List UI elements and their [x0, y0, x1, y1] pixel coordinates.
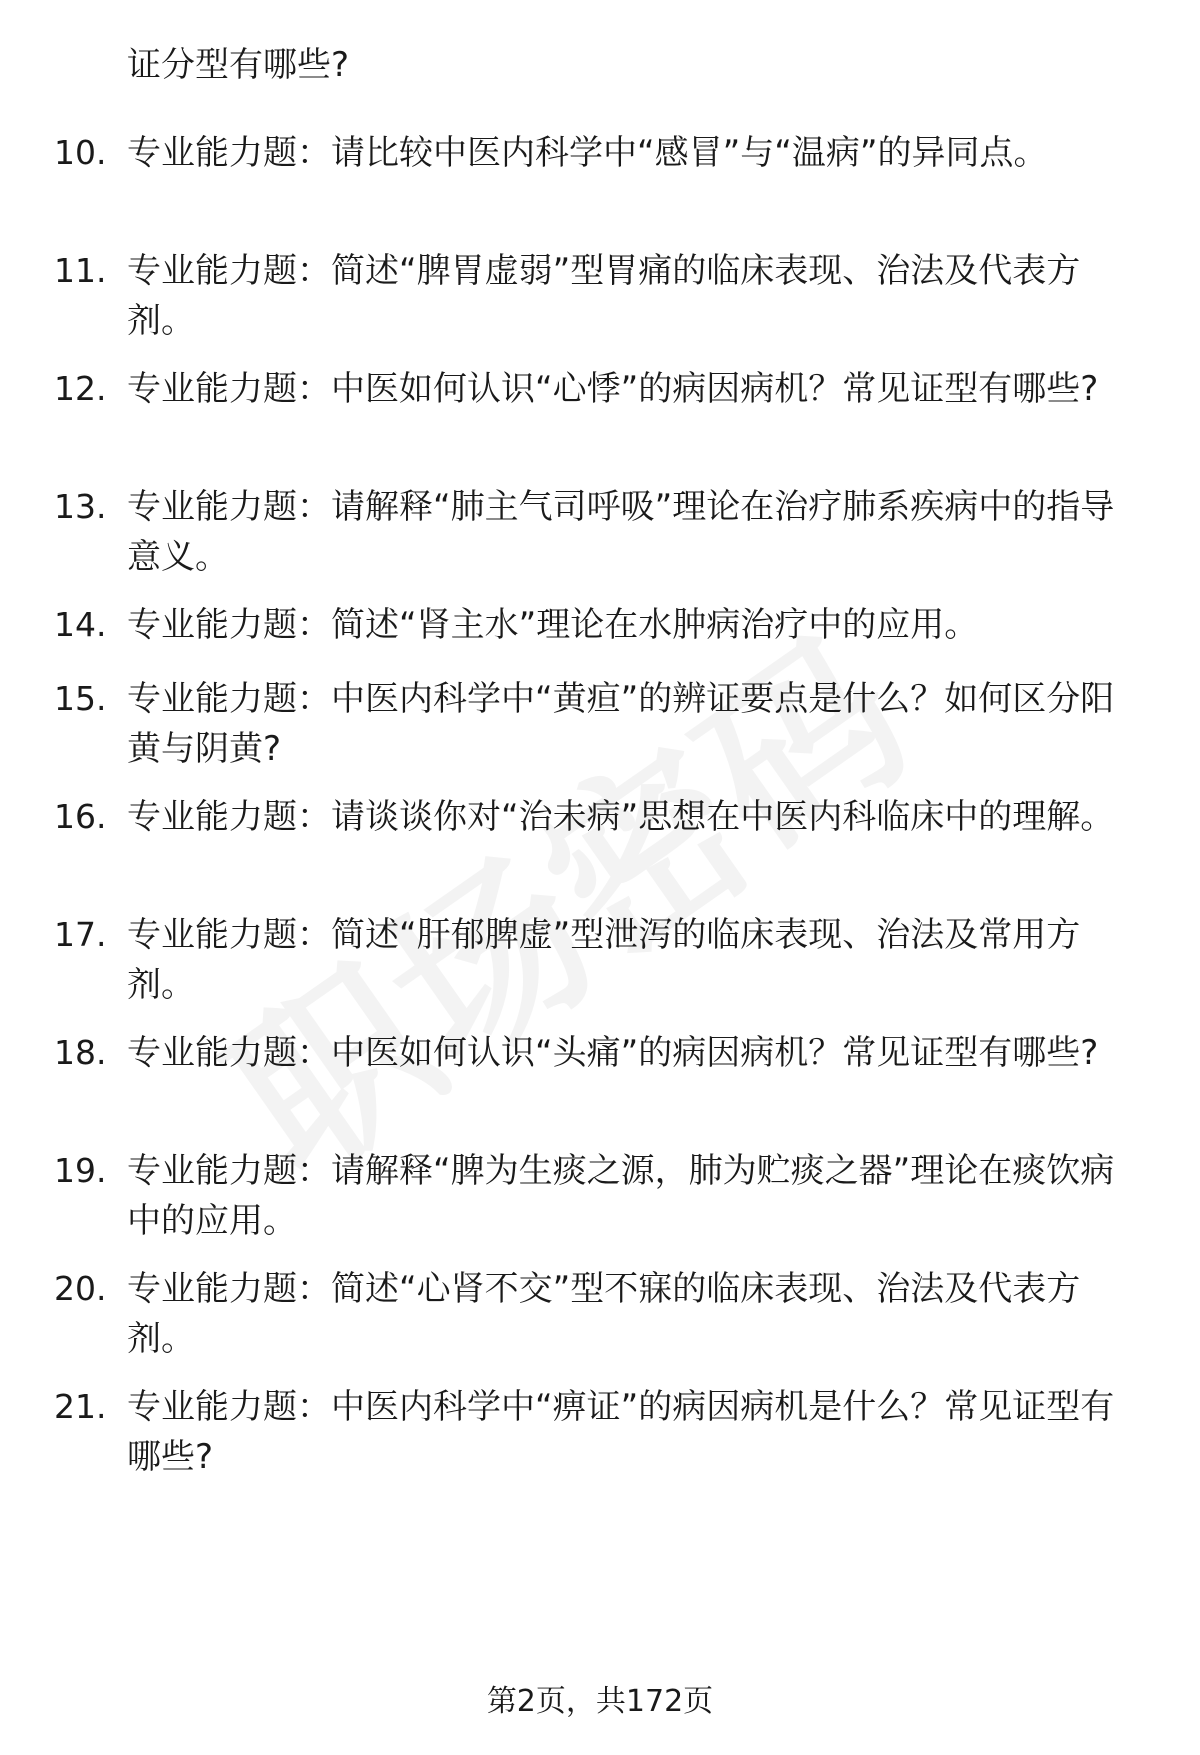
- question-text: 专业能力题：中医如何认识“头痛”的病因病机？常见证型有哪些?: [127, 1033, 1099, 1073]
- question-text: 专业能力题：简述“心肾不交”型不寐的临床表现、治法及代表方剂。: [127, 1269, 1081, 1359]
- question-number: 13.: [54, 487, 107, 526]
- question-number: 20.: [54, 1269, 107, 1308]
- question-number: 19.: [54, 1151, 107, 1190]
- question-text: 专业能力题：请比较中医内科学中“感冒”与“温病”的异同点。: [127, 133, 1048, 173]
- question-text: 专业能力题：简述“肾主水”理论在水肿病治疗中的应用。: [127, 605, 979, 645]
- question-number: 15.: [54, 679, 107, 718]
- page-footer: 第2页，共172页: [486, 1684, 714, 1719]
- question-number: 11.: [54, 251, 107, 290]
- question-text: 证分型有哪些?: [127, 45, 350, 85]
- question-number: 21.: [54, 1387, 107, 1426]
- question-text: 专业能力题：中医如何认识“心悸”的病因病机？常见证型有哪些?: [127, 369, 1099, 409]
- question-text: 专业能力题：中医内科学中“痹证”的病因病机是什么？常见证型有哪些?: [127, 1387, 1115, 1477]
- question-number: 17.: [54, 915, 107, 954]
- question-text: 专业能力题：简述“脾胃虚弱”型胃痛的临床表现、治法及代表方剂。: [127, 251, 1081, 341]
- question-text: 专业能力题：简述“肝郁脾虚”型泄泻的临床表现、治法及常用方剂。: [127, 915, 1081, 1005]
- question-number: 18.: [54, 1033, 107, 1072]
- question-text: 专业能力题：中医内科学中“黄疸”的辨证要点是什么？如何区分阳黄与阴黄?: [127, 679, 1115, 769]
- question-text: 专业能力题：请解释“肺主气司呼吸”理论在治疗肺系疾病中的指导意义。: [127, 487, 1115, 577]
- question-number: 16.: [54, 797, 107, 836]
- watermark: [170, 567, 949, 1227]
- question-text: 专业能力题：请解释“脾为生痰之源，肺为贮痰之器”理论在痰饮病中的应用。: [127, 1151, 1115, 1241]
- question-text: 专业能力题：请谈谈你对“治未病”思想在中医内科临床中的理解。: [127, 797, 1115, 837]
- question-number: 10.: [54, 133, 107, 172]
- question-number: 14.: [54, 605, 107, 644]
- question-number: 12.: [54, 369, 107, 408]
